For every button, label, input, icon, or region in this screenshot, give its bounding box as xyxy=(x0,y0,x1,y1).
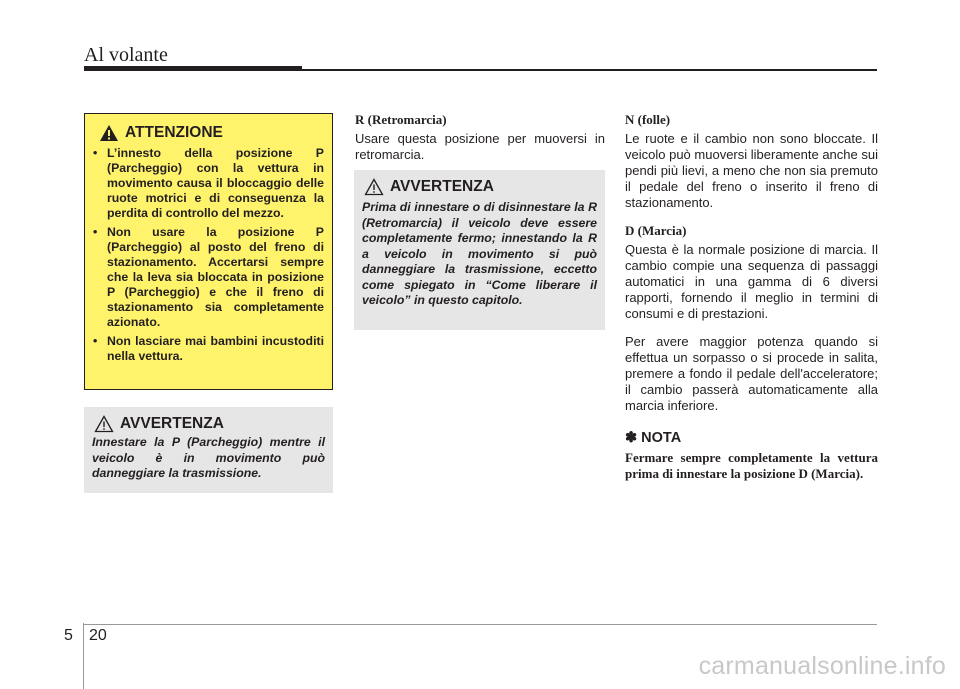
page-header-title: Al volante xyxy=(84,44,168,66)
header-thick-bar xyxy=(84,66,302,71)
column-folle-marcia xyxy=(625,112,878,482)
avvertenza-p-title: AVVERTENZA xyxy=(120,415,224,432)
attenzione-item: • L’innesto della posizione P (Parcheggio) con la vettura in movimento causa il bloccaggio delle ruote motrici e di conseguenza la perdita di controllo del mezzo. xyxy=(93,146,324,221)
page-number: 20 xyxy=(89,627,107,644)
attenzione-title: ATTENZIONE xyxy=(125,124,223,141)
retromarcia-heading: R (Retromarcia) xyxy=(355,112,447,127)
nota-text: Fermare sempre completamente la vettura prima di innestare la posizione D (Marcia). xyxy=(625,450,878,481)
attenzione-item: • Non lasciare mai bambini incustoditi nella vettura. xyxy=(93,334,324,364)
nota-title: ✽ NOTA xyxy=(625,430,682,446)
avvertenza-p-header xyxy=(84,407,333,433)
attenzione-item: • Non usare la posizione P (Parcheggio) al posto del freno di stazionamento. Accertarsi sempre che la leva sia bloccata in posizione P (Parcheggio) e che il freno di stazionamento sia completamente azionato. xyxy=(93,225,324,330)
marcia-text-2: Per avere maggior potenza quando si effettua un sorpasso o si procede in salita, premere a fondo il pedale dell'acceleratore; il cambio passerà automaticamente alla marcia inferiore. xyxy=(625,334,878,413)
page-section-number: 5 xyxy=(64,627,73,644)
folle-text: Le ruote e il cambio non sono bloccate. Il veicolo può muoversi liberamente anche sui pendi più lievi, a meno che non sia premuto il pedale del freno o inserito il freno di stazionamento. xyxy=(625,131,878,210)
marcia-heading: D (Marcia) xyxy=(625,223,687,238)
attenzione-box xyxy=(84,113,333,390)
column-retromarcia xyxy=(355,112,605,175)
marcia-text-1: Questa è la normale posizione di marcia. Il cambio compie una sequenza di passaggi automatici in una gamma di 6 diversi rapporti, fornendo il meglio in termini di consumi e di prestazioni. xyxy=(625,242,878,321)
header-rule xyxy=(302,69,877,71)
folle-heading: N (folle) xyxy=(625,112,671,127)
avvertenza-p-text: Innestare la P (Parcheggio) mentre il veicolo è in movimento può danneggiare la trasmissione. xyxy=(92,435,325,480)
footer-horizontal-rule xyxy=(84,624,877,625)
warning-triangle-outline-icon xyxy=(94,415,114,433)
avvertenza-p-box xyxy=(84,407,333,493)
avvertenza-r-text: Prima di innestare o di disinnestare la R (Retromarcia) il veicolo deve essere completamente fermo; innestando la R a veicolo in movimento si può danneggiare la trasmissione, eccetto come spiegato in “Come liberare il veicolo” in questo capitolo. xyxy=(362,200,597,307)
retromarcia-text: Usare questa posizione per muoversi in retromarcia. xyxy=(355,131,605,162)
warning-triangle-outline-icon xyxy=(364,178,384,196)
avvertenza-r-title: AVVERTENZA xyxy=(390,178,494,195)
avvertenza-r-box xyxy=(354,170,605,330)
attenzione-list xyxy=(85,146,332,364)
avvertenza-r-header xyxy=(354,170,605,196)
watermark: carmanualsonline.info xyxy=(698,652,946,680)
footer-vertical-rule xyxy=(83,623,84,689)
attenzione-header xyxy=(85,114,332,142)
warning-triangle-filled-icon xyxy=(99,124,119,142)
